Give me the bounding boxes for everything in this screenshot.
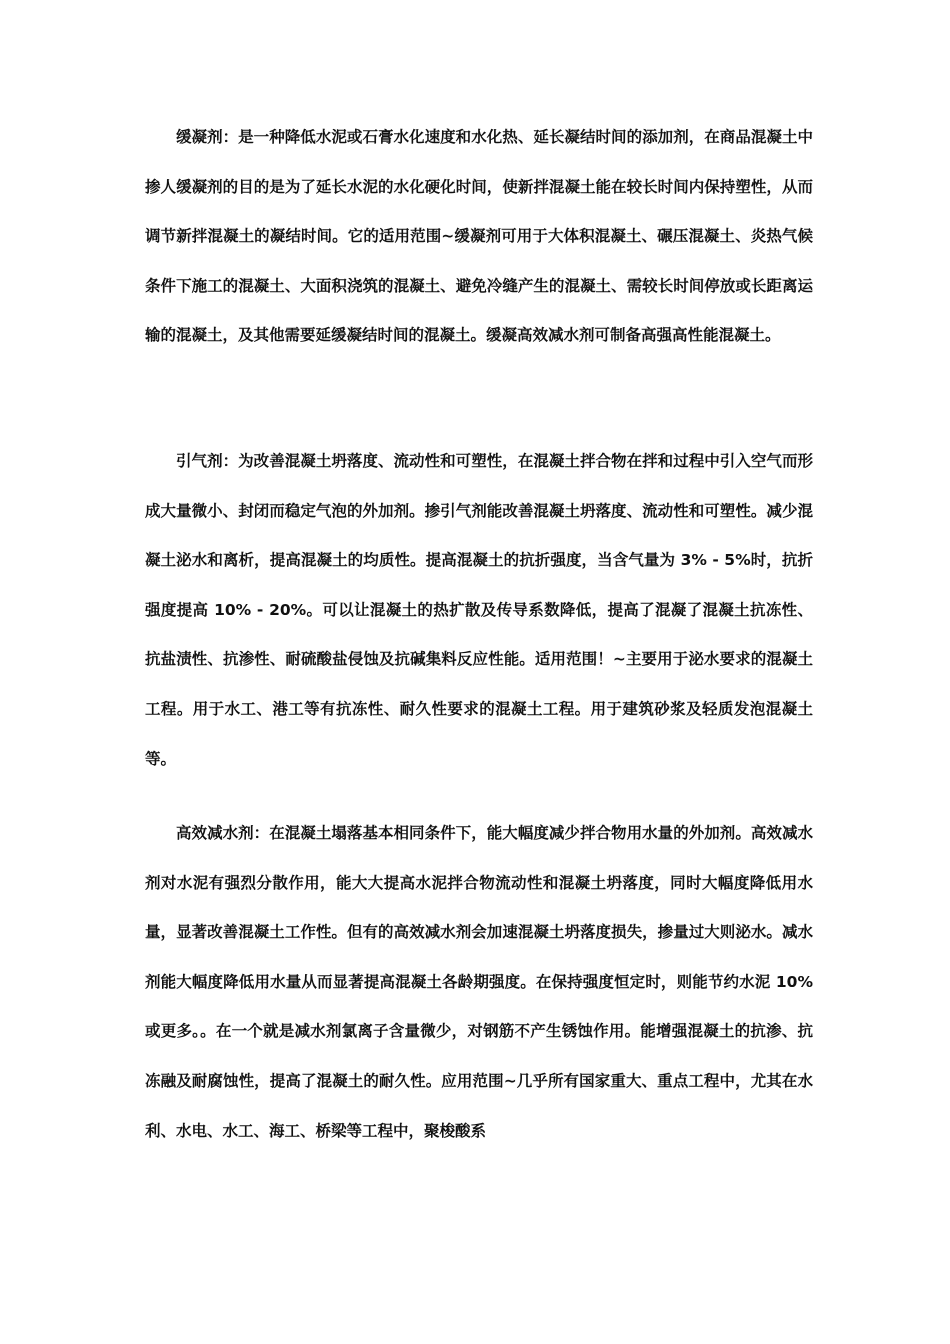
paragraph-air-entraining-agent: 引气剂：为改善混凝土坍落度、流动性和可塑性，在混凝土拌合物在拌和过程中引入空气而形成大量微小、封闭而稳定气泡的外加剂。掺引气剂能改善混凝土坍落度、流动性和可塑性。减少混凝土泌水和离析，提高混凝土的均质性。提高混凝土的抗折强度，当含气量为 3% - 5%时，抗折强度提高 10% - 20%。可以让混凝土的热扩散及传导系数降低，提高了混凝了混凝土抗冻性、抗盐渍性、抗渗性、耐硫酸盐侵蚀及抗碱集料反应性能。适用范围！~主要用于泌水要求的混凝土工程。用于水工、港工等有抗冻性、耐久性要求的混凝土工程。用于建筑砂浆及轻质发泡混凝土等。 [145, 452, 813, 768]
paragraph-retarder: 缓凝剂：是一种降低水泥或石膏水化速度和水化热、延长凝结时间的添加剂，在商品混凝土中掺人缓凝剂的目的是为了延长水泥的水化硬化时间，使新拌混凝土能在较长时间内保持塑性，从而调节新拌混凝土的凝结时间。它的适用范围~缓凝剂可用于大体积混凝土、碾压混凝土、炎热气候条件下施工的混凝土、大面积浇筑的混凝土、避免冷缝产生的混凝土、需较长时间停放或长距离运输的混凝土，及其他需要延缓凝结时间的混凝土。缓凝高效减水剂可制备高强高性能混凝土。 [145, 128, 813, 345]
paragraph-superplasticizer: 高效减水剂：在混凝土塌落基本相同条件下，能大幅度减少拌合物用水量的外加剂。高效减水剂对水泥有强烈分散作用，能大大提高水泥拌合物流动性和混凝土坍落度，同时大幅度降低用水量，显著改善混凝土工作性。但有的高效减水剂会加速混凝土坍落度损失，掺量过大则泌水。减水剂能大幅度降低用水量从而显著提高混凝土各龄期强度。在保持强度恒定时，则能节约水泥 10%或更多。。在一个就是减水剂氯离子含量微少，对钢筋不产生锈蚀作用。能增强混凝土的抗渗、抗冻融及耐腐蚀性，提高了混凝土的耐久性。应用范围~几乎所有国家重大、重点工程中，尤其在水利、水电、水工、海工、桥梁等工程中，聚梭酸系 [145, 824, 813, 1140]
